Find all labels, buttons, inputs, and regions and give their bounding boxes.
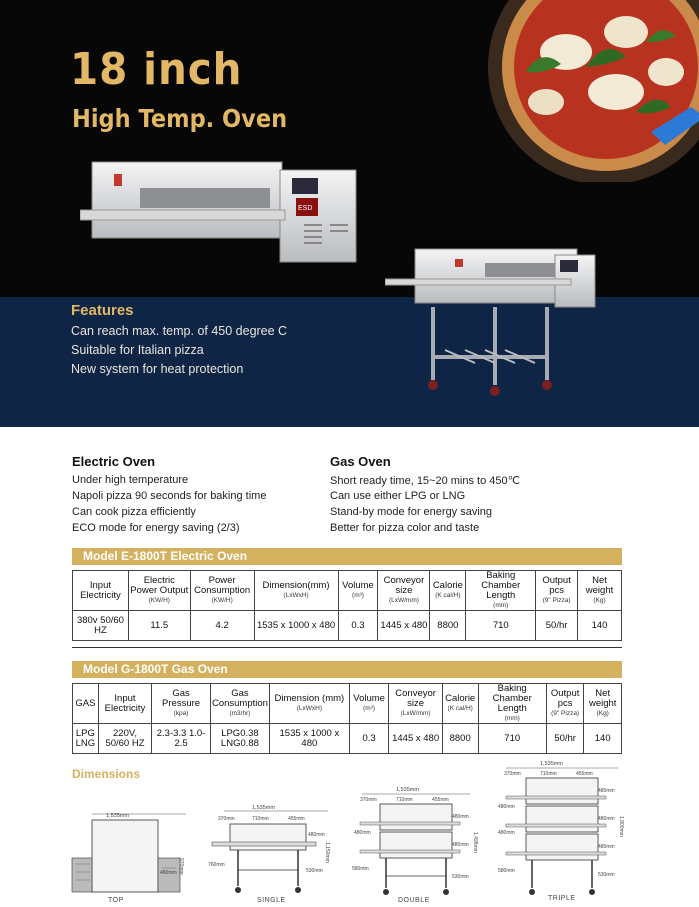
top-view-drawing <box>66 808 190 898</box>
table-cell: 220V, 50/60 HZ <box>98 724 151 754</box>
model-g-title-bar <box>72 661 622 678</box>
header-cell: Conveyor size (LxW/mm) <box>378 571 430 611</box>
table-cell: 0.3 <box>338 611 378 641</box>
svg-text:710mm: 710mm <box>396 797 413 803</box>
svg-text:970mm: 970mm <box>178 858 184 875</box>
svg-text:1,535mm: 1,535mm <box>106 813 129 819</box>
table-cell: 1445 x 480 <box>378 611 430 641</box>
svg-text:530mm: 530mm <box>598 872 615 878</box>
hero-title: 18 inch <box>70 44 243 95</box>
header-cell: GAS <box>73 684 99 724</box>
svg-text:480mm: 480mm <box>308 832 325 838</box>
svg-text:455mm: 455mm <box>576 771 593 777</box>
table-cell: LPG LNG <box>73 724 99 754</box>
svg-text:1,535mm: 1,535mm <box>540 761 563 767</box>
double-view-drawing <box>350 786 480 900</box>
svg-text:580mm: 580mm <box>352 866 369 872</box>
header-cell: Gas Consumption (m3/hr) <box>210 684 269 724</box>
svg-text:370mm: 370mm <box>504 771 521 777</box>
triple-view-drawing <box>494 760 628 900</box>
header-cell: Gas Pressure (kpa) <box>152 684 211 724</box>
table-cell: 1535 x 1000 x 480 <box>254 611 338 641</box>
dimensions-title: Dimensions <box>72 767 141 781</box>
svg-text:1,535mm: 1,535mm <box>252 805 275 811</box>
svg-text:530mm: 530mm <box>306 868 323 874</box>
table-cell: 140 <box>584 724 622 754</box>
table-header-row <box>73 684 622 724</box>
svg-text:480mm: 480mm <box>452 814 469 820</box>
feature-item: New system for heat protection <box>71 362 244 376</box>
table-cell: 710 <box>478 724 546 754</box>
model-e-title: Model E-1800T Electric Oven <box>83 549 248 563</box>
header-cell: Volume (m³) <box>338 571 378 611</box>
table-cell: 710 <box>466 611 536 641</box>
svg-text:370mm: 370mm <box>218 816 235 822</box>
feature-item: Suitable for Italian pizza <box>71 343 204 357</box>
table-cell: 2.3-3.3 1.0-2.5 <box>152 724 211 754</box>
feature-item: Can reach max. temp. of 450 degree C <box>71 324 288 338</box>
table-header-row <box>73 571 622 611</box>
table-row <box>73 611 622 641</box>
conveyor-oven-image <box>80 158 360 268</box>
svg-text:710mm: 710mm <box>252 816 269 822</box>
header-cell: Baking Chamber Length (mm) <box>478 684 546 724</box>
table-cell: 1445 x 480 <box>389 724 442 754</box>
svg-text:370mm: 370mm <box>360 797 377 803</box>
svg-text:455mm: 455mm <box>432 797 449 803</box>
view-label: TRIPLE <box>548 895 576 902</box>
single-view-drawing <box>208 804 336 900</box>
header-cell: Dimension (mm) (LxWxH) <box>269 684 349 724</box>
table-cell: 11.5 <box>128 611 190 641</box>
svg-text:1,150mm: 1,150mm <box>324 842 330 863</box>
view-label: SINGLE <box>257 897 286 904</box>
table-cell: 50/hr <box>546 724 584 754</box>
features-title: Features <box>71 302 134 319</box>
table-cell: 50/hr <box>536 611 578 641</box>
gas-oven-item: Can use either LPG or LNG <box>330 490 466 502</box>
svg-text:480mm: 480mm <box>354 830 371 836</box>
svg-text:1,495mm: 1,495mm <box>472 832 478 853</box>
table-cell: 1535 x 1000 x 480 <box>269 724 349 754</box>
svg-text:480mm: 480mm <box>160 870 177 876</box>
electric-oven-item: Under high temperature <box>72 474 189 486</box>
model-g-title: Model G-1800T Gas Oven <box>83 662 228 676</box>
header-cell: Calorie (K cal/H) <box>430 571 466 611</box>
header-cell: Conveyor size (LxW/mm) <box>389 684 442 724</box>
svg-text:1,800mm: 1,800mm <box>618 816 624 837</box>
divider <box>72 647 622 648</box>
header-cell: Calorie (K cal/H) <box>442 684 478 724</box>
svg-text:480mm: 480mm <box>598 788 615 794</box>
model-e-title-bar <box>72 548 622 565</box>
gas-oven-item: Better for pizza color and taste <box>330 522 480 534</box>
header-cell: Output pcs (9" Pizza) <box>546 684 584 724</box>
header-cell: Output pcs (9" Pizza) <box>536 571 578 611</box>
electric-oven-item: Can cook pizza efficiently <box>72 506 196 518</box>
table-cell: 0.3 <box>349 724 389 754</box>
svg-text:480mm: 480mm <box>498 830 515 836</box>
table-cell: 8800 <box>430 611 466 641</box>
svg-text:530mm: 530mm <box>452 874 469 880</box>
table-cell: 380v 50/60 HZ <box>73 611 129 641</box>
header-cell: Volume (m³) <box>349 684 389 724</box>
gas-oven-item: Stand-by mode for energy saving <box>330 506 493 518</box>
svg-text:710mm: 710mm <box>540 771 557 777</box>
oven-with-stand-image <box>385 245 605 397</box>
electric-oven-item: Napoli pizza 90 seconds for baking time <box>72 490 267 502</box>
table-cell: 4.2 <box>190 611 254 641</box>
header-cell: Input Electricity <box>98 684 151 724</box>
model-e-spec-table <box>72 570 622 641</box>
svg-text:480mm: 480mm <box>598 844 615 850</box>
header-cell: Net weight (Kg) <box>584 684 622 724</box>
header-cell: Baking Chamber Length (mm) <box>466 571 536 611</box>
svg-text:760mm: 760mm <box>208 862 225 868</box>
table-cell: LPG0.38 LNG0.88 <box>210 724 269 754</box>
header-cell: Electric Power Output (KW/H) <box>128 571 190 611</box>
gas-oven-title: Gas Oven <box>330 454 391 469</box>
header-cell: Dimension(mm) (LxWxH) <box>254 571 338 611</box>
table-cell: 8800 <box>442 724 478 754</box>
svg-text:580mm: 580mm <box>498 868 515 874</box>
svg-text:480mm: 480mm <box>498 804 515 810</box>
svg-text:480mm: 480mm <box>598 816 615 822</box>
table-row <box>73 724 622 754</box>
svg-text:455mm: 455mm <box>288 816 305 822</box>
model-g-spec-table <box>72 683 622 754</box>
svg-text:480mm: 480mm <box>452 842 469 848</box>
electric-oven-title: Electric Oven <box>72 454 156 469</box>
gas-oven-item: Short ready time, 15~20 mins to 450℃ <box>330 475 520 487</box>
view-label: DOUBLE <box>398 897 430 904</box>
header-cell: Power Consumption (KW/H) <box>190 571 254 611</box>
header-cell: Input Electricity <box>73 571 129 611</box>
pizza-photo <box>466 0 699 182</box>
svg-text:ESD: ESD <box>298 205 313 212</box>
electric-oven-item: ECO mode for energy saving (2/3) <box>72 522 240 534</box>
table-cell: 140 <box>578 611 622 641</box>
hero-subtitle: High Temp. Oven <box>72 104 288 133</box>
svg-text:1,535mm: 1,535mm <box>396 787 419 793</box>
header-cell: Net weight (Kg) <box>578 571 622 611</box>
view-label: TOP <box>108 897 124 904</box>
